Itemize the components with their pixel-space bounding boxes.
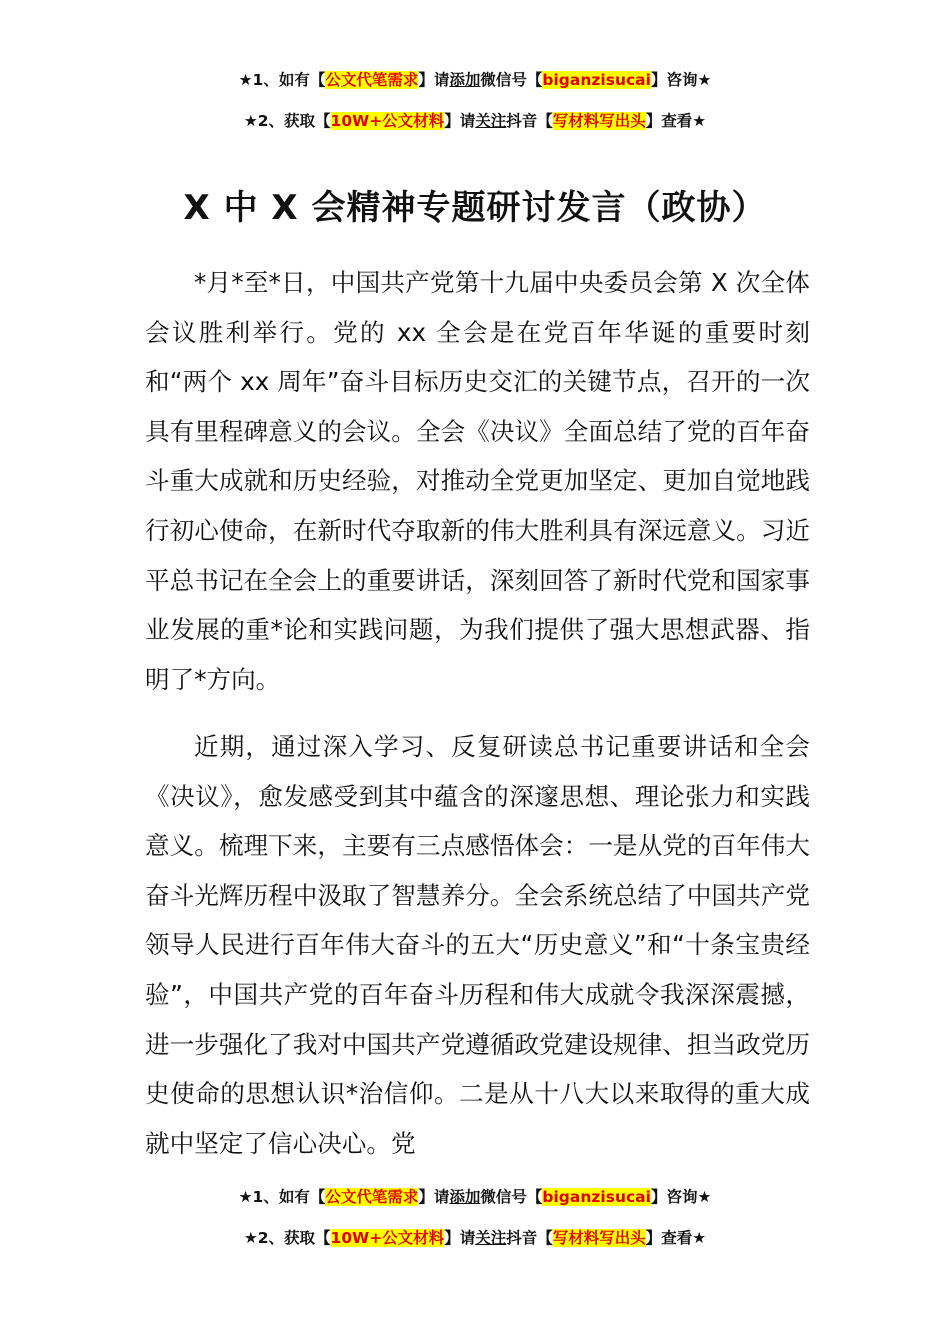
banner-text: 】请 (444, 112, 476, 130)
banner-text: 微信号【 (480, 71, 543, 89)
footer-banner-line-2 (0, 1228, 950, 1248)
banner-text: ★1、如有【 (238, 1188, 326, 1206)
banner-highlight: 10W+公文材料 (330, 1229, 445, 1247)
banner-emphasis: 关注 (475, 112, 507, 130)
banner-text: 微信号【 (480, 1188, 543, 1206)
banner-text: ★2、获取【 (243, 112, 331, 130)
banner-highlight: 公文代笔需求 (325, 71, 419, 89)
banner-highlight: biganzisucai (542, 71, 651, 89)
banner-highlight: 写材料写出头 (552, 1229, 646, 1247)
banner-emphasis: 添加 (449, 71, 481, 89)
banner-text: 】请 (444, 1229, 476, 1247)
banner-text: 】咨询★ (650, 71, 712, 89)
body-paragraph: 近期，通过深入学习、反复研读总书记重要讲话和全会《决议》，愈发感受到其中蕴含的深邃思想、理论张力和实践意义。梳理下来，主要有三点感悟体会：一是从党的百年伟大奋斗光辉历程中汲取了智慧养分。全会系统总结了中国共产党领导人民进行百年伟大奋斗的五大“历史意义”和“十条宝贵经验”，中国共产党的百年奋斗历程和伟大成就令我深深震撼，进一步强化了我对中国共产党遵循政党建设规律、担当政党历史使命的思想认识*治信仰。二是从十八大以来取得的重大成就中坚定了信心决心。党 (145, 732, 810, 1158)
footer-banner-line-1 (0, 1187, 950, 1207)
banner-emphasis: 关注 (475, 1229, 507, 1247)
banner-text: 】查看★ (645, 112, 707, 130)
banner-text: 抖音【 (506, 1229, 553, 1247)
banner-highlight: 公文代笔需求 (325, 1188, 419, 1206)
banner-text: 】咨询★ (650, 1188, 712, 1206)
banner-text: 抖音【 (506, 112, 553, 130)
header-banner-line-1 (0, 70, 950, 90)
banner-text: ★1、如有【 (238, 71, 326, 89)
body-paragraph: *月*至*日，中国共产党第十九届中央委员会第 X 次全体会议胜利举行。党的 xx 全会是在党百年华诞的重要时刻和“两个 xx 周年”奋斗目标历史交汇的关键节点，召开的一次具有里程碑意义的会议。全会《决议》全面总结了党的百年奋斗重大成就和历史经验，对推动全党更加坚定、更加自觉地践行初心使命，在新时代夺取新的伟大胜利具有深远意义。习近平总书记在全会上的重要讲话，深刻回答了新时代党和国家事业发展的重*论和实践问题，为我们提供了强大思想武器、指明了*方向。 (145, 268, 810, 694)
banner-highlight: biganzisucai (542, 1188, 651, 1206)
banner-highlight: 写材料写出头 (552, 112, 646, 130)
banner-highlight: 10W+公文材料 (330, 112, 445, 130)
banner-emphasis: 添加 (449, 1188, 481, 1206)
banner-text: 】请 (418, 71, 450, 89)
document-title: X 中 X 会精神专题研讨发言（政协） (183, 188, 767, 228)
header-banner-line-2 (0, 111, 950, 131)
banner-text: 】查看★ (645, 1229, 707, 1247)
banner-text: ★2、获取【 (243, 1229, 331, 1247)
banner-text: 】请 (418, 1188, 450, 1206)
